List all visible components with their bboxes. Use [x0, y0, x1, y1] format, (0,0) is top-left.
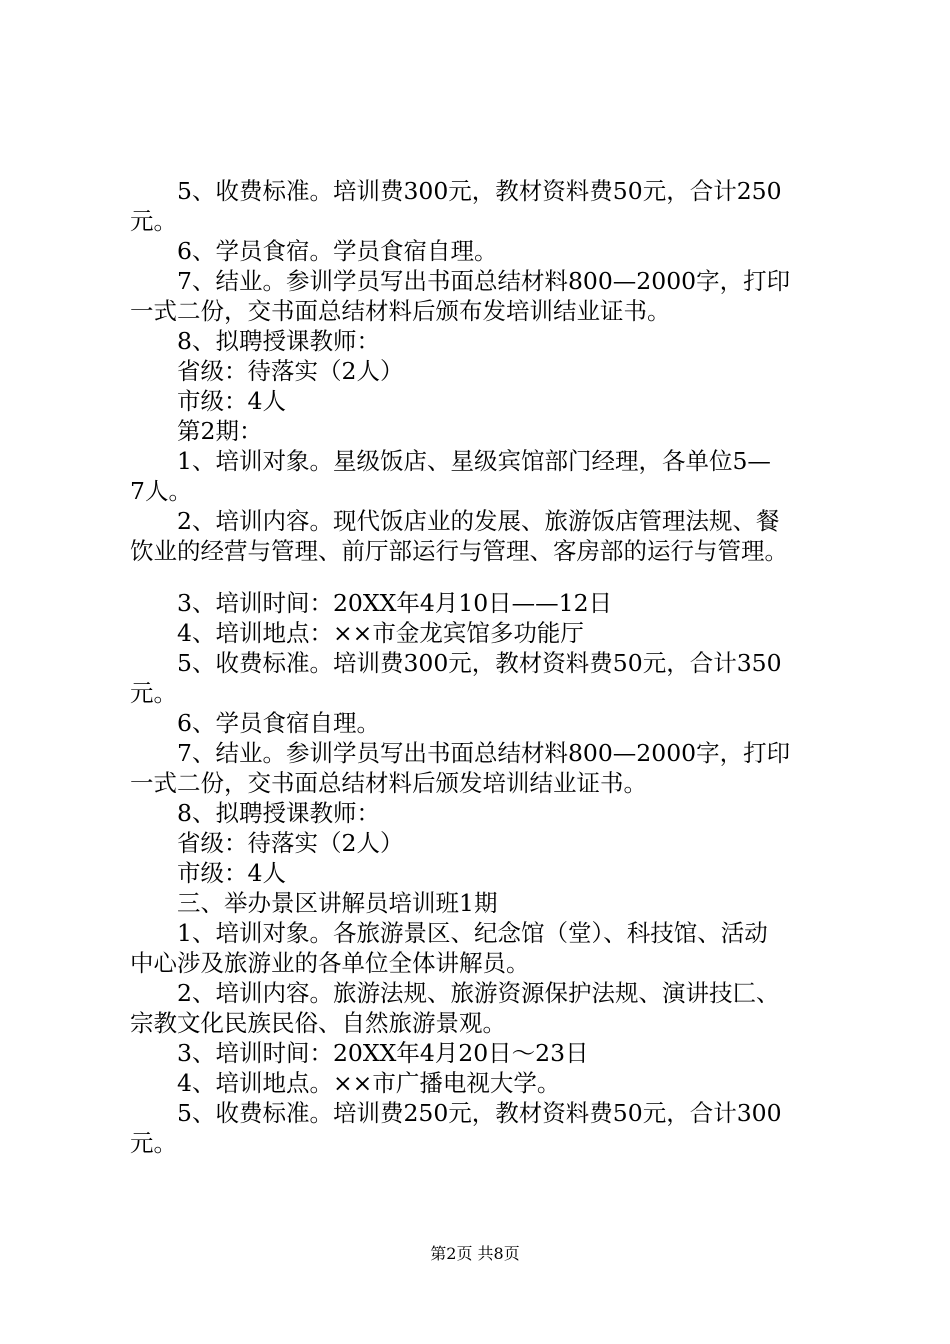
text-line: 第2期：	[177, 417, 263, 445]
text-line: 元。	[130, 207, 177, 235]
text-line: 一式二份，交书面总结材料后颁发培训结业证书。	[130, 769, 647, 797]
text-line: 4、培训地点：××市金龙宾馆多功能厅	[177, 619, 584, 647]
text-line: 元。	[130, 1129, 177, 1157]
text-line: 6、学员食宿自理。	[177, 709, 380, 737]
text-line: 元。	[130, 679, 177, 707]
text-line: 市级：4人	[177, 859, 286, 887]
page-number-footer: 第2页 共8页	[430, 1244, 520, 1263]
text-line: 宗教文化民族民俗、自然旅游景观。	[130, 1009, 506, 1037]
text-line: 三、举办景区讲解员培训班1期	[177, 889, 498, 917]
text-line: 省级：待落实（2人）	[177, 829, 404, 857]
text-line: 5、收费标准。培训费250元，教材资料费50元，合计300	[177, 1099, 782, 1127]
text-line: 2、培训内容。旅游法规、旅游资源保护法规、演讲技匚、	[177, 979, 780, 1007]
text-line: 省级：待落实（2人）	[177, 357, 404, 385]
text-line: 6、学员食宿。学员食宿自理。	[177, 237, 498, 265]
text-line: 2、培训内容。现代饭店业的发展、旅游饭店管理法规、餐	[177, 507, 780, 535]
paragraph-gap	[130, 566, 835, 588]
text-line: 1、培训对象。星级饭店、星级宾馆部门经理，各单位5—	[177, 447, 771, 475]
text-line: 7、结业。参训学员写出书面总结材料800—2000字，打印	[177, 739, 791, 767]
text-line: 7人。	[130, 477, 192, 505]
text-line: 8、拟聘授课教师：	[177, 799, 380, 827]
text-line: 市级：4人	[177, 387, 286, 415]
text-line: 一式二份，交书面总结材料后颁布发培训结业证书。	[130, 297, 671, 325]
text-line: 8、拟聘授课教师：	[177, 327, 380, 355]
document-body	[130, 176, 835, 1158]
text-line: 5、收费标准。培训费300元，教材资料费50元，合计250	[177, 177, 782, 205]
text-line: 7、结业。参训学员写出书面总结材料800—2000字，打印	[177, 267, 791, 295]
text-line: 3、培训时间：20XX年4月20日～23日	[177, 1039, 589, 1067]
text-line: 5、收费标准。培训费300元，教材资料费50元，合计350	[177, 649, 782, 677]
text-line: 中心涉及旅游业的各单位全体讲解员。	[130, 949, 530, 977]
text-line: 4、培训地点。××市广播电视大学。	[177, 1069, 561, 1097]
text-line: 3、培训时间：20XX年4月10日——12日	[177, 589, 613, 617]
text-line: 1、培训对象。各旅游景区、纪念馆（堂）、科技馆、活动	[177, 919, 768, 947]
text-line: 饮业的经营与管理、前厅部运行与管理、客房部的运行与管理。	[130, 537, 788, 565]
